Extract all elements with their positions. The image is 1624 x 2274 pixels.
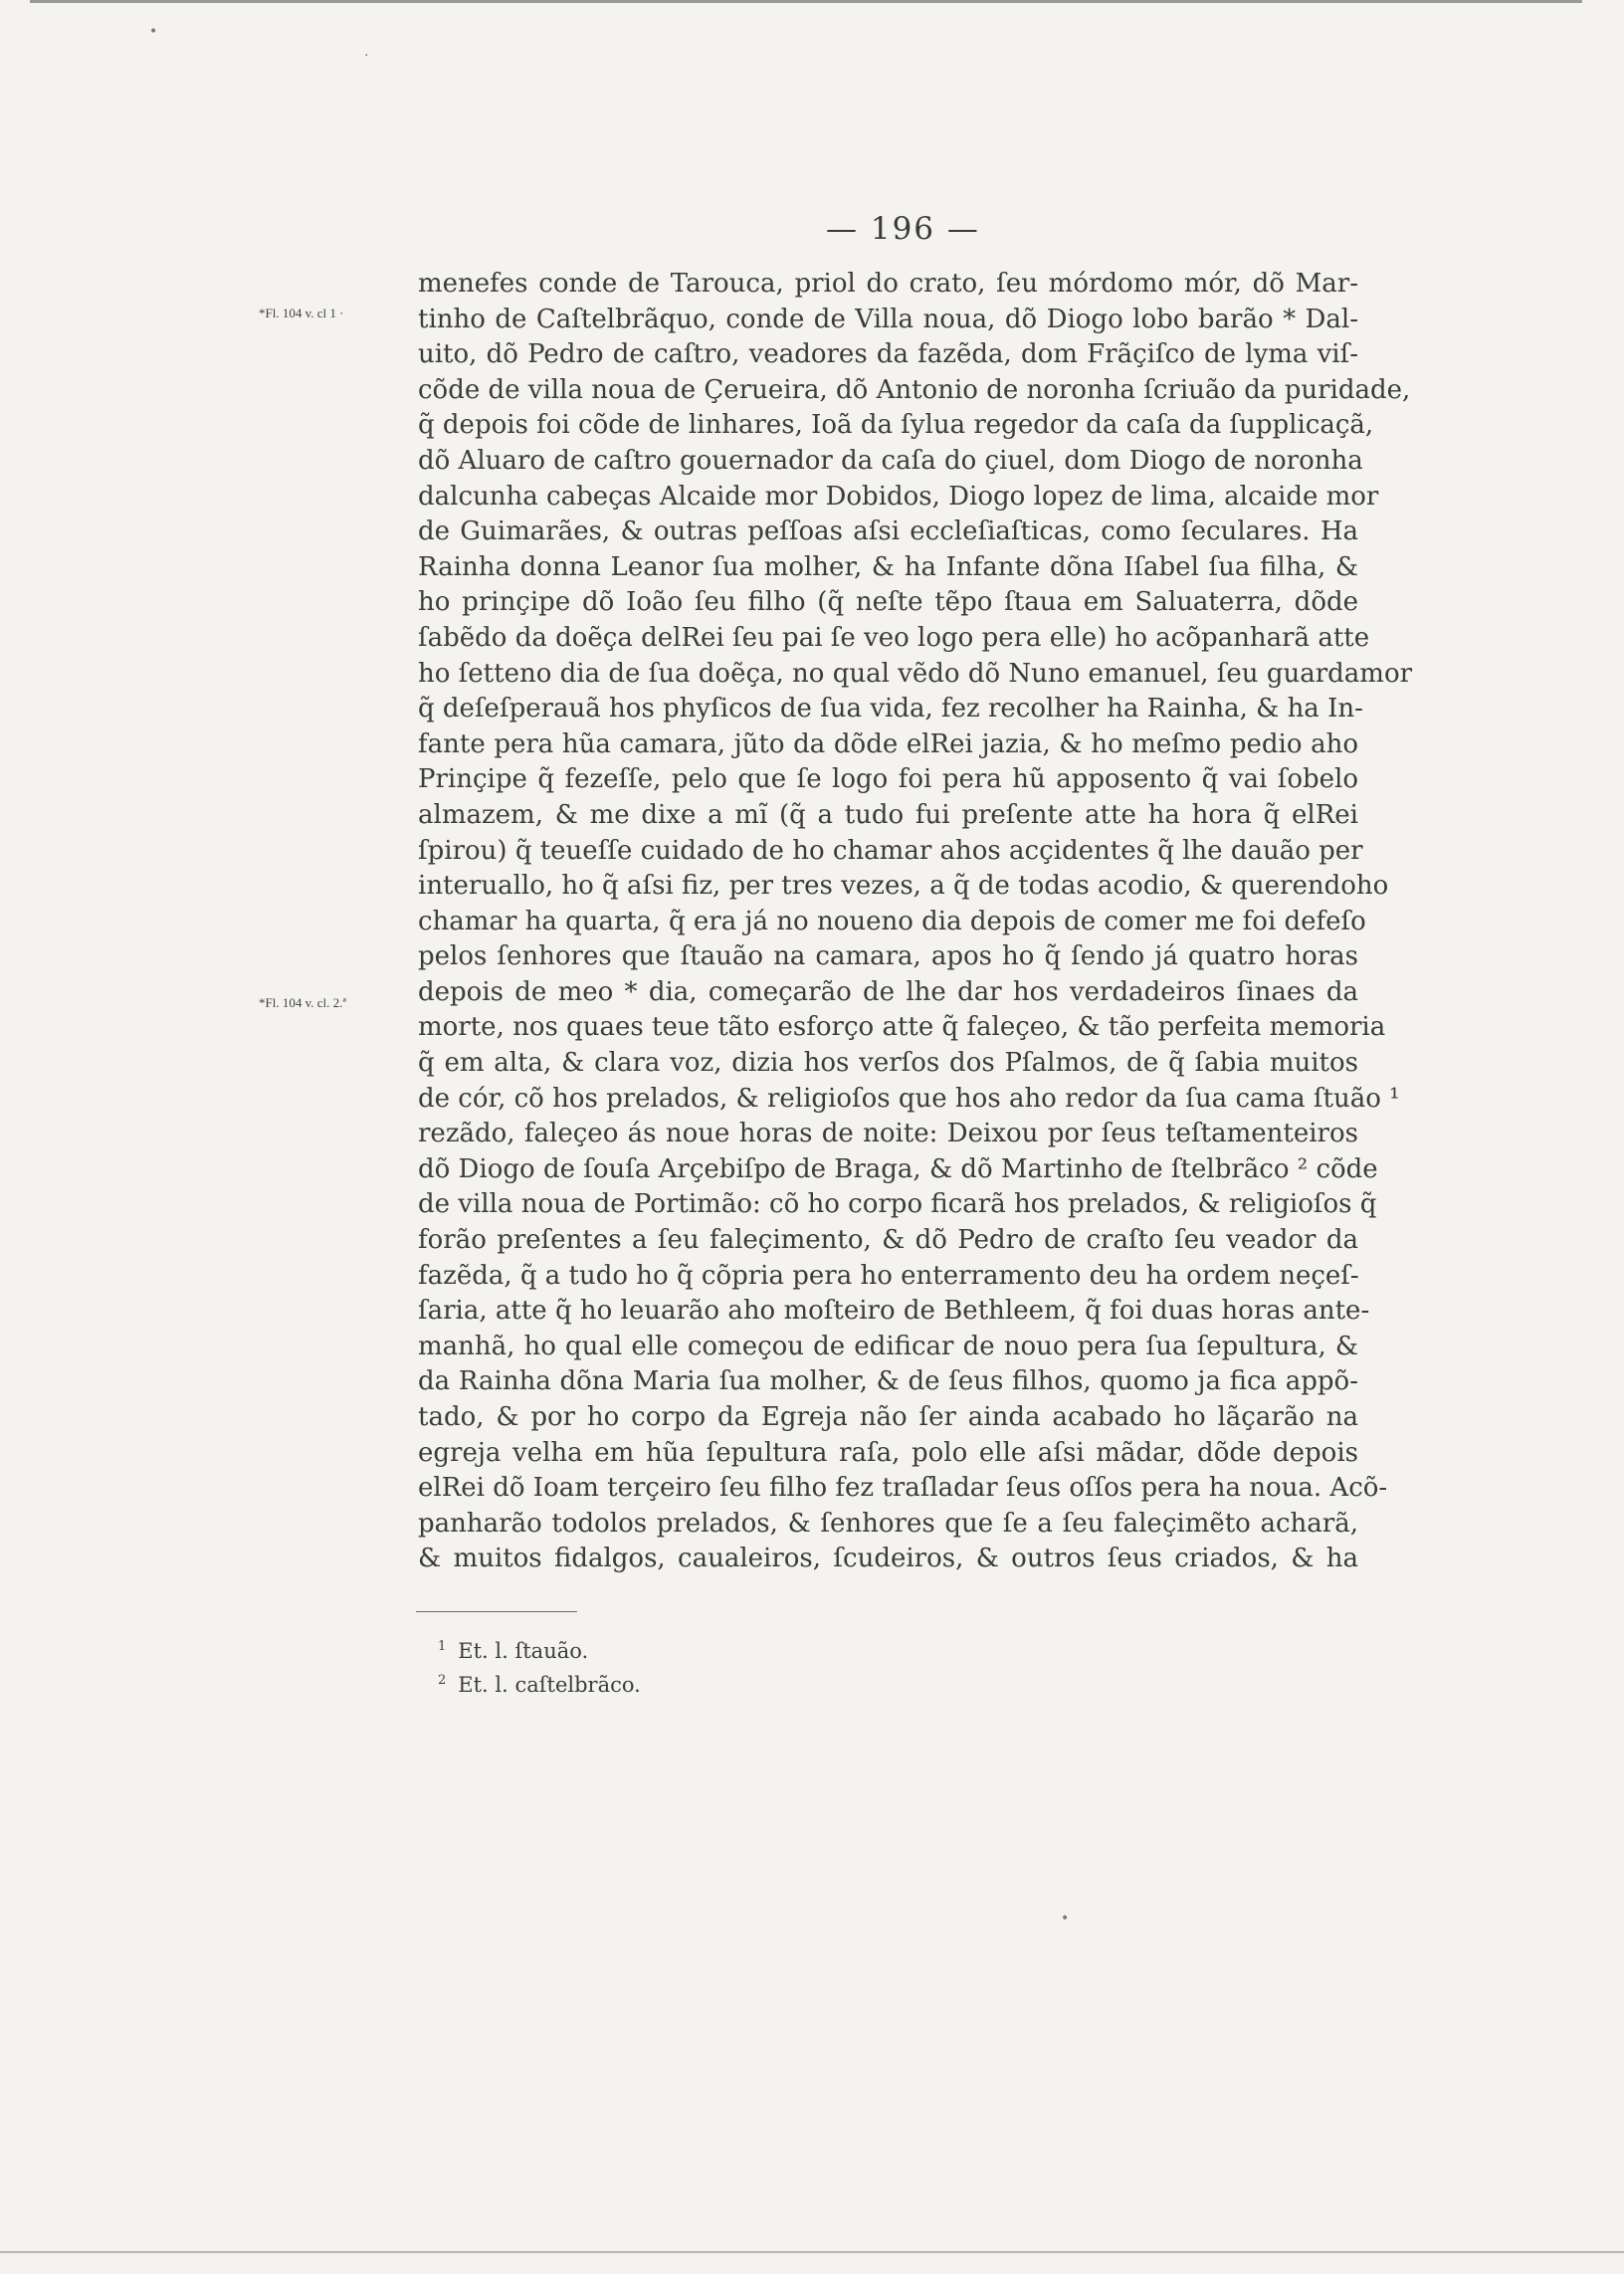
text-line: dõ Diogo de ſouſa Arçebiſpo de Braga, & dõ Martinho de ſtelbrãco ² cõde xyxy=(418,1153,1378,1184)
text-line: almazem, & me dixe a mĩ (q̃ a tudo fui preſente atte ha hora q̃ elRei xyxy=(418,799,1358,830)
text-line: q̃ deſeſperauã hos phyſicos de ſua vida, fez recolher ha Rainha, & ha In- xyxy=(418,694,1363,724)
text-line: panharão todolos prelados, & ſenhores que ſe a ſeu faleçimẽto acharã, xyxy=(418,1508,1358,1539)
text-line: ho prinçipe dõ Ioão ſeu filho (q̃ neſte tẽpo ſtaua em Saluaterra, dõde xyxy=(418,587,1358,618)
text-line: manhã, ho qual elle começou de edificar de nouo pera ſua ſepultura, & xyxy=(418,1331,1358,1361)
text-line: q̃ em alta, & clara voz, dizia hos verſos dos Pſalmos, de q̃ ſabia muitos xyxy=(418,1048,1358,1079)
text-line: de Guimarães, & outras peſſoas aſsi eccleſiaſticas, como ſeculares. Ha xyxy=(418,517,1358,547)
text-line: depois de meo * dia, começarão de lhe dar hos verdadeiros ſinaes da xyxy=(418,976,1358,1007)
footnote xyxy=(438,1666,641,1700)
text-line: fante pera hũa camara, jũto da dõde elRei jazia, & ho meſmo pedio aho xyxy=(418,728,1358,759)
footnote-text: Et. l. ſtauão. xyxy=(458,1639,589,1663)
footnote-rule xyxy=(416,1611,577,1612)
text-line: menefes conde de Tarouca, priol do crato, ſeu mórdomo mór, dõ Mar- xyxy=(418,269,1358,299)
text-line: rezãdo, faleçeo ás noue horas de noite: Deixou por ſeus teſtamenteiros xyxy=(418,1119,1358,1149)
text-line: & muitos fidalgos, caualeiros, ſcudeiros, & outros ſeus criados, & ha xyxy=(418,1544,1358,1574)
text-line: q̃ depois foi cõde de linhares, Ioã da ſylua regedor da caſa da ſupplicaçã, xyxy=(418,410,1374,441)
footnote-mark: 2 xyxy=(438,1673,447,1688)
text-line: pelos ſenhores que ſtauão na camara, apos ho q̃ ſendo já quatro horas xyxy=(418,941,1358,972)
scan-speck: • xyxy=(149,24,158,40)
margin-note-folio-1: *Fl. 104 v. cl 1 · xyxy=(259,306,344,320)
text-line: ſaria, atte q̃ ho leuarão aho moſteiro de Bethleem, q̃ foi duas horas ante- xyxy=(418,1296,1370,1327)
text-line: ſabẽdo da doẽça delRei ſeu pai ſe veo logo pera elle) ho acõpanharã atte xyxy=(418,622,1370,653)
text-line: chamar ha quarta, q̃ era já no noueno dia depois de comer me foi defeſo xyxy=(418,906,1366,936)
text-line: de villa noua de Portimão: cõ ho corpo ficarã hos prelados, & religioſos q̃ xyxy=(418,1189,1377,1220)
text-line: Rainha donna Leanor ſua molher, & ha Infante dõna Iſabel ſua filha, & xyxy=(418,551,1358,582)
scan-speck: • xyxy=(1061,1911,1070,1927)
text-line: morte, nos quaes teue tãto esforço atte q̃ faleçeo, & tão perfeita memoria xyxy=(418,1012,1386,1043)
text-line: interuallo, ho q̃ aſsi fiz, per tres vezes, a q̃ de todas acodio, & querendoho xyxy=(418,871,1389,902)
footnotes xyxy=(438,1632,641,1700)
text-line: dõ Aluaro de caſtro gouernador da caſa do çiuel, dom Diogo de noronha xyxy=(418,445,1363,476)
text-line: ho ſetteno dia de ſua doẽça, no qual vẽdo dõ Nuno emanuel, ſeu guardamor xyxy=(418,658,1413,689)
text-line: egreja velha em hũa ſepultura raſa, polo elle aſsi mãdar, dõde depois xyxy=(418,1437,1358,1468)
text-line: uito, dõ Pedro de caſtro, veadores da fazẽda, dom Frãçiſco de lyma viſ- xyxy=(418,339,1358,370)
text-line: cõde de villa noua de Çerueira, dõ Antonio de noronha ſcriuão da puridade, xyxy=(418,374,1411,405)
footnote-text: Et. l. caſtelbrãco. xyxy=(458,1673,641,1697)
page-number: — 196 — xyxy=(826,211,980,247)
text-line: de cór, cõ hos prelados, & religioſos que hos aho redor da ſua cama ſtuão ¹ xyxy=(418,1083,1400,1114)
text-line: fazẽda, q̃ a tudo ho q̃ cõpria pera ho enterramento deu ha ordem neçeſ- xyxy=(418,1260,1359,1291)
footnote xyxy=(438,1632,641,1666)
margin-note-folio-2: *Fl. 104 v. cl. 2.ª xyxy=(259,995,346,1010)
text-line: tinho de Caſtelbrãquo, conde de Villa noua, dõ Diogo lobo barão * Dal- xyxy=(418,304,1358,334)
text-line: da Rainha dõna Maria ſua molher, & de ſeus filhos, quomo ja fica appõ- xyxy=(418,1366,1358,1397)
body-text xyxy=(418,267,1413,1577)
text-line: forão preſentes a ſeu faleçimento, & dõ Pedro de craſto ſeu veador da xyxy=(418,1225,1358,1256)
scan-speck: · xyxy=(364,48,369,64)
text-line: Prinçipe q̃ fezeſſe, pelo que ſe logo foi pera hũ apposento q̃ vai ſobelo xyxy=(418,764,1358,795)
top-edge-rule xyxy=(30,0,1582,3)
text-line: ſpirou) q̃ teueſſe cuidado de ho chamar ahos acçidentes q̃ lhe dauão per xyxy=(418,835,1363,866)
bottom-edge-rule xyxy=(0,2251,1624,2253)
text-line: tado, & por ho corpo da Egreja não ſer ainda acabado ho lãçarão na xyxy=(418,1402,1358,1432)
text-line: dalcunha cabeças Alcaide mor Dobidos, Diogo lopez de lima, alcaide mor xyxy=(418,481,1379,512)
text-line: elRei dõ Ioam terçeiro ſeu filho fez traſladar ſeus oſſos pera ha noua. Acõ- xyxy=(418,1473,1388,1504)
footnote-mark: 1 xyxy=(438,1639,447,1654)
